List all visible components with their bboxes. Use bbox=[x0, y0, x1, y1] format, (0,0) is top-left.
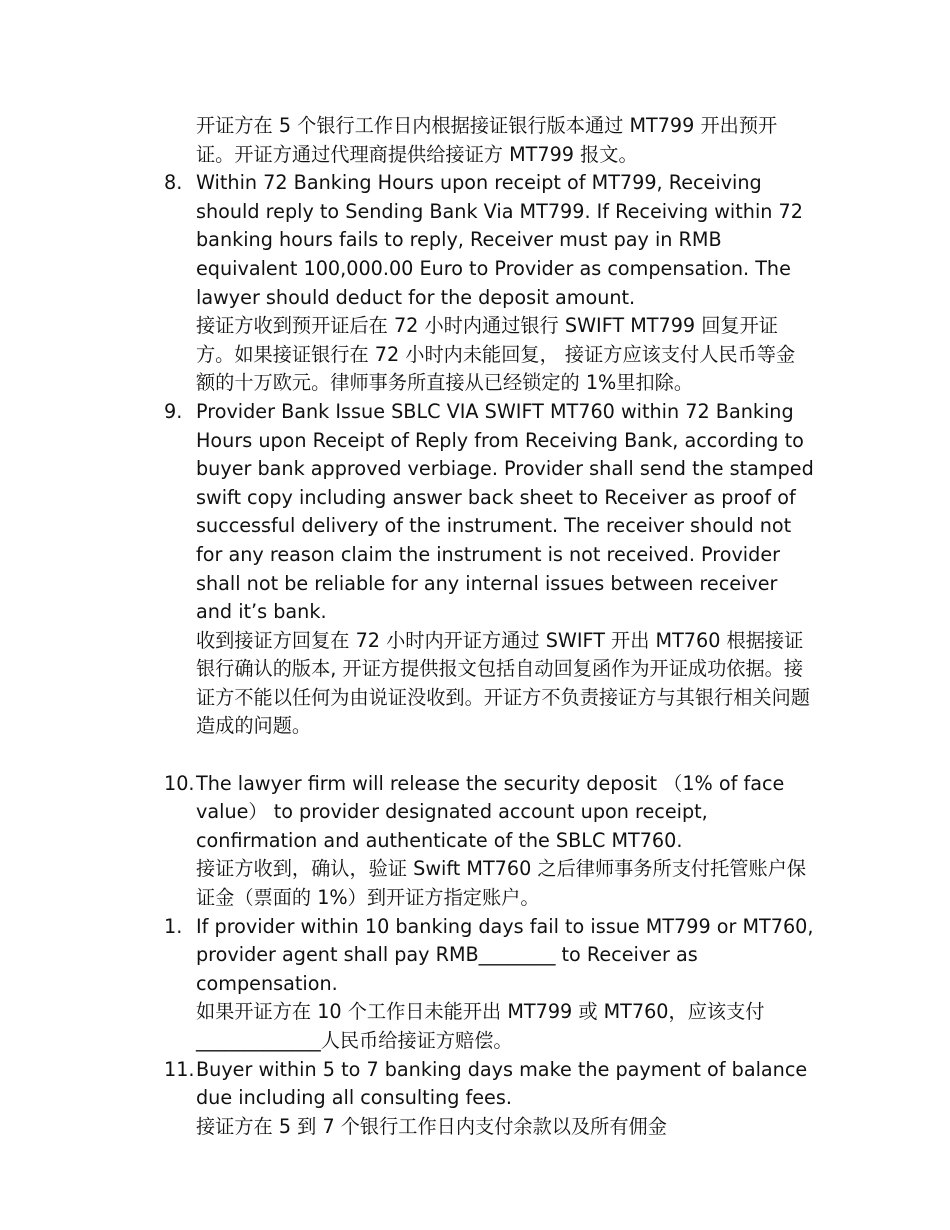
paragraph-english: Provider Bank Issue SBLC VIA SWIFT MT760 within 72 Banking Hours upon Receipt of Reply from Receiving Bank, according to buyer bank approved verbiage. Provider shall send the stamped swift copy including answer back sheet to Receiver as proof of successful delivery of the instrument. The receiver should not for any reason claim the instrument is not received. Provider shall not be reliable for any internal issues between receiver and it’s bank. bbox=[196, 399, 814, 624]
list-item bbox=[164, 169, 814, 398]
blank-line bbox=[164, 741, 814, 770]
list-item bbox=[164, 770, 814, 913]
list-item bbox=[164, 112, 814, 169]
document-body bbox=[164, 112, 814, 1141]
list-number: 1. bbox=[164, 914, 183, 938]
paragraph-english: If provider within 10 banking days fail to issue MT799 or MT760, provider agent shall pay RMB________ to Receiver as compensation. bbox=[196, 914, 814, 995]
list-number: 9. bbox=[164, 399, 183, 423]
list-item bbox=[164, 913, 814, 1056]
list-item bbox=[164, 398, 814, 741]
paragraph-english: Within 72 Banking Hours upon receipt of MT799, Receiving should reply to Sending Bank Via MT799. If Receiving within 72 banking hours fails to reply, Receiver must pay in RMB equivalent 100,000.00 Euro to Provider as compensation. The lawyer should deduct for the deposit amount. bbox=[196, 171, 803, 309]
list-number: 10. bbox=[164, 771, 195, 795]
paragraph-chinese: 开证方在 5 个银行工作日内根据接证银行版本通过 MT799 开出预开证。开证方通过代理商提供给接证方 MT799 报文。 bbox=[196, 114, 778, 166]
paragraph-chinese: 接证方收到，确认，验证 Swift MT760 之后律师事务所支付托管账户保证金（票面的 1%）到开证方指定账户。 bbox=[196, 857, 807, 910]
paragraph-chinese: 接证方在 5 到 7 个银行工作日内支付余款以及所有佣金 bbox=[196, 1114, 667, 1138]
list-number: 8. bbox=[164, 171, 183, 195]
paragraph-chinese: 接证方收到预开证后在 72 小时内通过银行 SWIFT MT799 回复开证方。如果接证银行在 72 小时内未能回复， 接证方应该支付人民币等金额的十万欧元。律师事务所直接从已经锁定的 1%里扣除。 bbox=[196, 314, 796, 395]
paragraph-chinese: 如果开证方在 10 个工作日未能开出 MT799 或 MT760，应该支付_____________人民币给接证方赔偿。 bbox=[196, 1000, 765, 1052]
list-number: 11. bbox=[164, 1057, 195, 1081]
paragraph-english: Buyer within 5 to 7 banking days make the payment of balance due including all consulting fees. bbox=[196, 1057, 808, 1110]
paragraph-chinese: 收到接证方回复在 72 小时内开证方通过 SWIFT 开出 MT760 根据接证银行确认的版本, 开证方提供报文包括自动回复函作为开证成功依据。接证方不能以任何为由说证没收到。开证方不负责接证方与其银行相关问题造成的问题。 bbox=[196, 628, 810, 738]
paragraph-english: The lawyer firm will release the security deposit （1% of face value） to provider designated account upon receipt, confirmation and authenticate of the SBLC MT760. bbox=[196, 771, 785, 852]
list-item bbox=[164, 1056, 814, 1142]
